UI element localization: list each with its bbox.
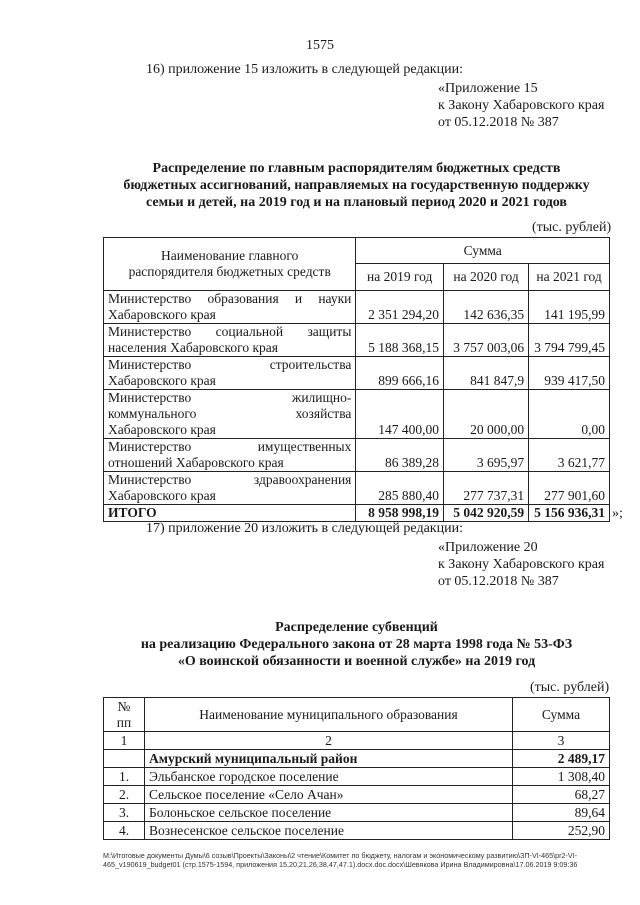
municipality-name: Вознесенское сельское поселение <box>145 822 513 840</box>
appendix-20-line3: от 05.12.2018 № 387 <box>438 574 559 589</box>
table2-title-line2: на реализацию Федерального закона от 28 марта 1998 года № 53-ФЗ <box>140 637 573 652</box>
amount-2020: 20 000,00 <box>444 390 529 439</box>
distributor-name-word: здравоохранения <box>253 472 352 487</box>
distributor-name-word: имущественных <box>257 439 352 454</box>
amount-2021: 141 195,99 <box>529 291 610 324</box>
table2-title-line3: «О воинской обязанности и военной службе» на 2019 год <box>177 654 536 669</box>
distributor-name-line <box>108 406 351 422</box>
total-label: ИТОГО <box>104 505 356 522</box>
amount-2019: 2 351 294,20 <box>356 291 444 324</box>
appendix-15-line3: от 05.12.2018 № 387 <box>438 115 559 130</box>
appendix-15-header <box>438 80 604 131</box>
distributor-name-line <box>108 324 351 340</box>
header-municipality-name: Наименование муниципального образования <box>145 698 513 732</box>
table1-title <box>103 160 610 211</box>
table-row <box>104 324 610 357</box>
header-year-2019: на 2019 год <box>356 264 444 291</box>
table1-title-line3: семьи и детей, на 2019 год и на плановый период 2020 и 2021 годов <box>146 195 567 210</box>
distributor-name-word: Министерство <box>108 472 192 487</box>
distributor-name-word: образования <box>207 291 279 306</box>
distributor-name <box>104 357 356 390</box>
table-row <box>104 822 610 840</box>
municipality-sum: 68,27 <box>513 786 610 804</box>
distributor-name-word: Министерство <box>108 324 192 339</box>
row-number: 2. <box>104 786 145 804</box>
table-row <box>104 390 610 439</box>
amount-2021: 277 901,60 <box>529 472 610 505</box>
distributor-name-word: Хабаровского края <box>108 373 216 388</box>
family-support-table <box>103 237 610 522</box>
table1-closing-mark: »; <box>612 506 623 521</box>
municipality-sum: 252,90 <box>513 822 610 840</box>
distributor-name-word: Министерство <box>108 439 192 454</box>
distributor-name-line <box>108 340 351 356</box>
table-row <box>104 472 610 505</box>
document-footer-path: M:\Итоговые документы Думы\6 созыв\Проекты\Законы\2 чтение\Комитет по бюджету, налогам и экономическому развитию\ЗП-VI-465\pr2-VI-465_v190619_budget01 (стр.1575-1594, приложения 15,20,21,26,38,47,47.1).docx.doc.docx\Шевякова Ирина Владимировна\17.06.2019 9:09:36 <box>103 851 578 869</box>
header-year-2020: на 2020 год <box>444 264 529 291</box>
amount-2020: 841 847,9 <box>444 357 529 390</box>
total-row <box>104 505 610 522</box>
appendix-20-line1: «Приложение 20 <box>438 540 538 555</box>
distributor-name <box>104 472 356 505</box>
amount-2021: 3 621,77 <box>529 439 610 472</box>
table-row <box>104 291 610 324</box>
header-sum: Сумма <box>356 238 610 264</box>
distributor-name-word: Министерство <box>108 357 192 372</box>
amount-2019: 285 880,40 <box>356 472 444 505</box>
distributor-name-line <box>108 439 351 455</box>
district-number <box>104 750 145 768</box>
distributor-name-word: отношений Хабаровского края <box>108 455 284 470</box>
amount-2019: 899 666,16 <box>356 357 444 390</box>
row-number: 4. <box>104 822 145 840</box>
column-index-3: 3 <box>513 732 610 750</box>
distributor-name-word: хозяйства <box>295 406 352 421</box>
amount-2020: 277 737,31 <box>444 472 529 505</box>
distributor-name-word: Министерство <box>108 390 192 405</box>
distributor-name-word: жилищно- <box>292 390 352 405</box>
distributor-name-line <box>108 390 351 406</box>
distributor-name-line <box>108 357 351 373</box>
row-number: 1. <box>104 768 145 786</box>
table2-unit: (тыс. рублей) <box>530 680 610 695</box>
amount-2021: 939 417,50 <box>529 357 610 390</box>
distributor-name-word: Министерство <box>108 291 192 306</box>
distributor-name-word: населения Хабаровского края <box>108 340 278 355</box>
municipality-sum: 1 308,40 <box>513 768 610 786</box>
amount-2020: 142 636,35 <box>444 291 529 324</box>
item-16-text: 16) приложение 15 изложить в следующей редакции: <box>146 62 463 77</box>
distributor-name-word: Хабаровского края <box>108 307 216 322</box>
district-sum: 2 489,17 <box>513 750 610 768</box>
appendix-15-line1: «Приложение 15 <box>438 81 538 96</box>
amount-2019: 86 389,28 <box>356 439 444 472</box>
table1-unit: (тыс. рублей) <box>532 220 612 235</box>
distributor-name-word: коммунального <box>108 406 197 421</box>
header-year-2021: на 2021 год <box>529 264 610 291</box>
municipality-name: Болоньское сельское поселение <box>145 804 513 822</box>
municipality-name: Сельское поселение «Село Ачан» <box>145 786 513 804</box>
header-number-line1: № <box>117 698 131 714</box>
distributor-name-line <box>108 488 351 504</box>
distributor-name <box>104 291 356 324</box>
total-2019: 8 958 998,19 <box>356 505 444 522</box>
amount-2021: 3 794 799,45 <box>529 324 610 357</box>
header-number <box>104 698 145 732</box>
column-index-2: 2 <box>145 732 513 750</box>
column-index-1: 1 <box>104 732 145 750</box>
amount-2020: 3 695,97 <box>444 439 529 472</box>
municipality-sum: 89,64 <box>513 804 610 822</box>
distributor-name <box>104 324 356 357</box>
table-row <box>104 357 610 390</box>
distributor-name-word: Хабаровского края <box>108 488 216 503</box>
row-number: 3. <box>104 804 145 822</box>
table2-title-line1: Распределение субвенций <box>275 620 438 635</box>
distributor-name-line <box>108 472 351 488</box>
distributor-name-line <box>108 455 351 471</box>
appendix-20-line2: к Закону Хабаровского края <box>438 557 605 572</box>
subvention-table <box>103 697 610 840</box>
table-row <box>104 768 610 786</box>
distributor-name-line <box>108 373 351 389</box>
distributor-name-word: социальной <box>215 324 284 339</box>
total-2021: 5 156 936,31 <box>529 505 610 522</box>
distributor-name-word: науки <box>318 291 352 306</box>
table1-title-line1: Распределение по главным распорядителям бюджетных средств <box>152 161 561 176</box>
total-2020: 5 042 920,59 <box>444 505 529 522</box>
municipality-name: Эльбанское городское поселение <box>145 768 513 786</box>
amount-2021: 0,00 <box>529 390 610 439</box>
distributor-name-line <box>108 422 351 438</box>
distributor-name <box>104 439 356 472</box>
amount-2020: 3 757 003,06 <box>444 324 529 357</box>
page-number: 1575 <box>306 38 334 53</box>
district-name: Амурский муниципальный район <box>145 750 513 768</box>
distributor-name-word: и <box>294 291 303 306</box>
table-row <box>104 786 610 804</box>
distributor-name <box>104 390 356 439</box>
table2-title <box>103 619 610 670</box>
distributor-name-word: строительства <box>269 357 352 372</box>
appendix-20-header <box>438 539 604 590</box>
header-distributor-name: Наименование главного распорядителя бюджетных средств <box>104 238 356 291</box>
distributor-name-line <box>108 307 351 323</box>
header-number-line2: пп <box>116 714 132 730</box>
distributor-name-line <box>108 291 351 307</box>
amount-2019: 147 400,00 <box>356 390 444 439</box>
distributor-name-word: защиты <box>307 324 352 339</box>
amount-2019: 5 188 368,15 <box>356 324 444 357</box>
appendix-15-line2: к Закону Хабаровского края <box>438 98 605 113</box>
table-row <box>104 439 610 472</box>
header-amount: Сумма <box>513 698 610 732</box>
item-17-text: 17) приложение 20 изложить в следующей редакции: <box>146 521 463 536</box>
distributor-name-word: Хабаровского края <box>108 422 216 437</box>
table1-title-line2: бюджетных ассигнований, направляемых на государственную поддержку <box>123 178 590 193</box>
table-row <box>104 804 610 822</box>
